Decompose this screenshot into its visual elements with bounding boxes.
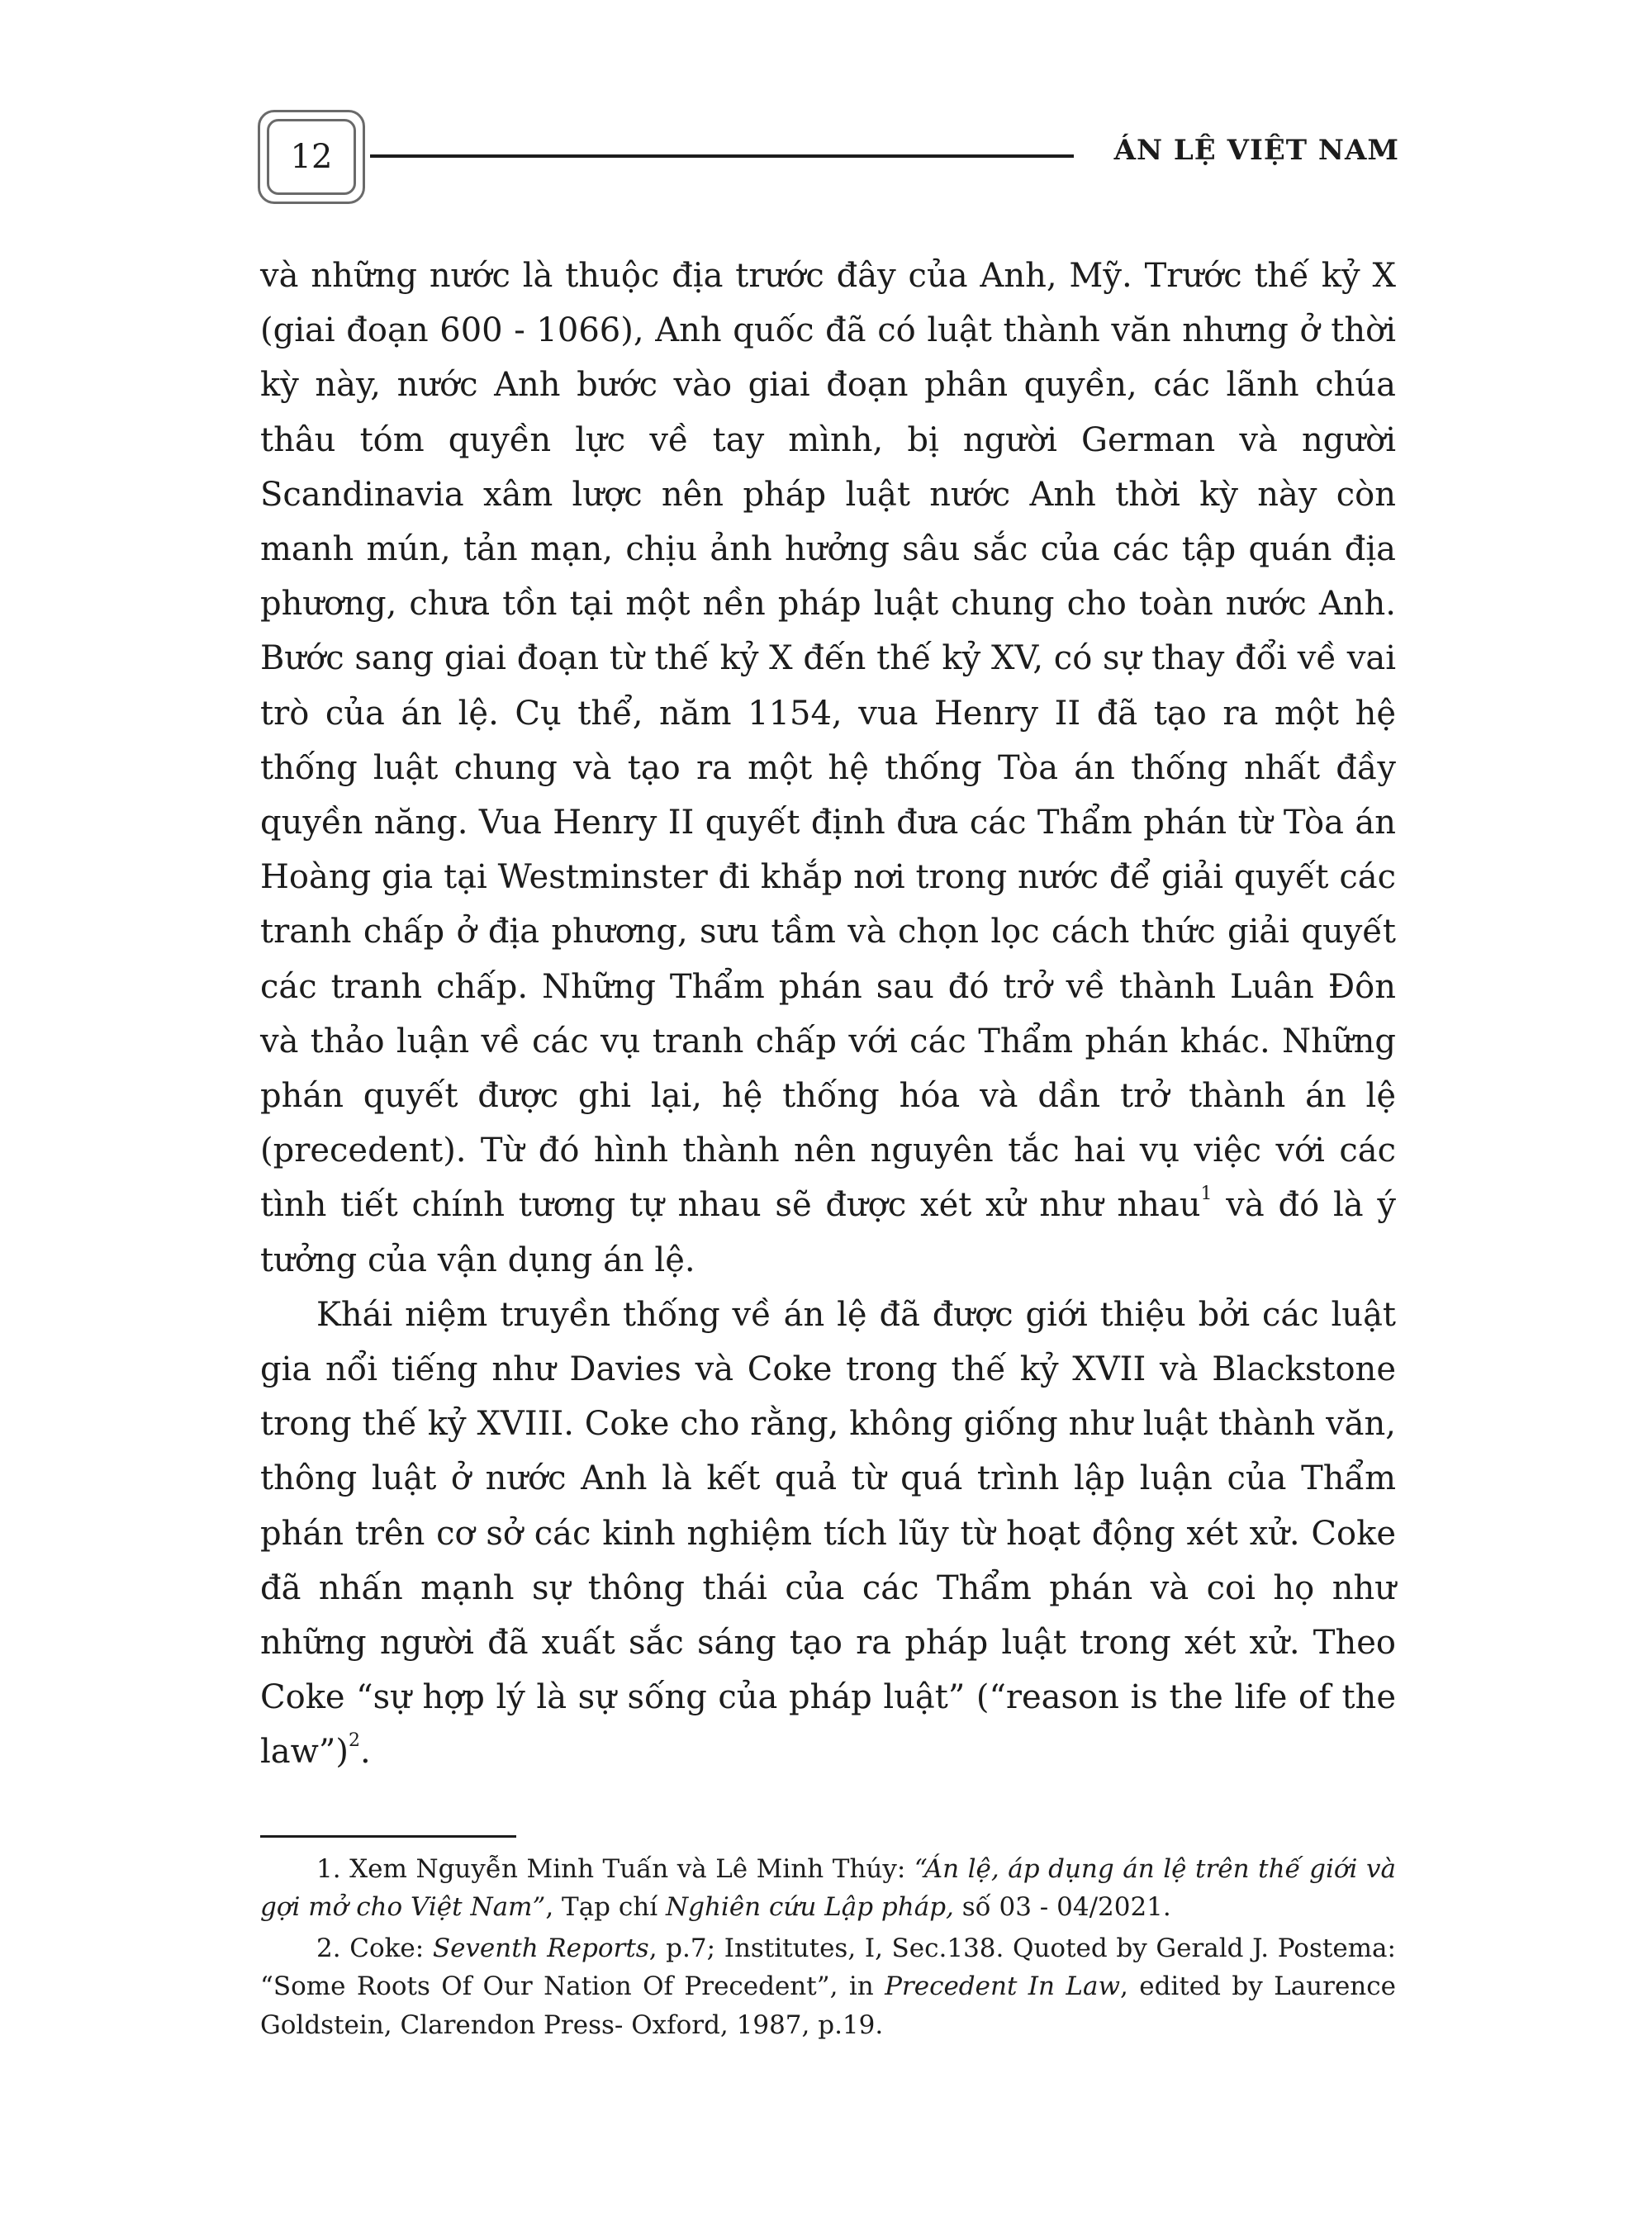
header-rule: [370, 154, 1074, 158]
footnote-2-book: Precedent In Law: [885, 1971, 1120, 2002]
footnote-2-work: Seventh Reports: [432, 1933, 649, 1963]
footnote-1-suffix: số 03 - 04/2021.: [953, 1892, 1171, 1923]
footnote-2-suffix: , edited by Laurence Goldstein, Clarendon Press- Oxford, 1987, p.19.: [260, 1971, 1396, 2040]
page-number-frame: [258, 110, 365, 204]
footnote-1-middle: , Tạp chí: [545, 1892, 666, 1923]
paragraph-1: [260, 249, 1396, 1288]
page-number: 12: [290, 138, 333, 176]
footnote-separator: [260, 1835, 516, 1838]
footnote-2: [260, 1929, 1396, 2044]
footnote-reference-1: 1: [1200, 1184, 1213, 1205]
footnotes: [260, 1850, 1396, 2044]
footnote-1: [260, 1850, 1396, 1927]
body-text: [260, 249, 1396, 1780]
paragraph-2: [260, 1288, 1396, 1780]
paragraph-2-text: Khái niệm truyền thống về án lệ đã được giới thiệu bởi các luật gia nổi tiếng như Davies và Coke trong thế kỷ XVII và Blackstone trong thế kỷ XVIII. Coke cho rằng, không giống như luật thành văn, thông luật ở nước Anh là kết quả từ quá trình lập luận của Thẩm phán trên cơ sở các kinh nghiệm tích lũy từ hoạt động xét xử. Coke đã nhấn mạnh sự thông thái của các Thẩm phán và coi họ như những người đã xuất sắc sáng tạo ra pháp luật trong xét xử. Theo Coke “sự hợp lý là sự sống của pháp luật” (“reason is the life of the law”): [260, 1295, 1396, 1772]
footnote-1-journal: Nghiên cứu Lập pháp,: [665, 1892, 954, 1923]
paragraph-2-tail: .: [359, 1733, 371, 1772]
paragraph-1-tail: và đó là ý tưởng của vận dụng án lệ.: [260, 1186, 1396, 1279]
footnote-1-title: “Án lệ, áp dụng án lệ trên thế giới và gợi mở cho Việt Nam”: [260, 1854, 1396, 1923]
running-title: ÁN LỆ VIỆT NAM: [1113, 134, 1399, 167]
footnote-2-prefix: 2. Coke:: [316, 1933, 433, 1963]
paragraph-1-text: và những nước là thuộc địa trước đây của Anh, Mỹ. Trước thế kỷ X (giai đoạn 600 - 1066), Anh quốc đã có luật thành văn nhưng ở thời kỳ này, nước Anh bước vào giai đoạn phân quyền, các lãnh chúa thâu tóm quyền lực về tay mình, bị người German và người Scandinavia xâm lược nên pháp luật nước Anh thời kỳ này còn manh mún, tản mạn, chịu ảnh hưởng sâu sắc của các tập quán địa phương, chưa tồn tại một nền pháp luật chung cho toàn nước Anh. Bước sang giai đoạn từ thế kỷ X đến thế kỷ XV, có sự thay đổi về vai trò của án lệ. Cụ thể, năm 1154, vua Henry II đã tạo ra một hệ thống luật chung và tạo ra một hệ thống Tòa án thống nhất đầy quyền năng. Vua Henry II quyết định đưa các Thẩm phán từ Tòa án Hoàng gia tại Westminster đi khắp nơi trong nước để giải quyết các tranh chấp ở địa phương, sưu tầm và chọn lọc cách thức giải quyết các tranh chấp. Những Thẩm phán sau đó trở về thành Luân Đôn và thảo luận về các vụ tranh chấp với các Thẩm phán khác. Những phán quyết được ghi lại, hệ thống hóa và dần trở thành án lệ (precedent). Từ đó hình thành nên nguyên tắc hai vụ việc với các tình tiết chính tương tự nhau sẽ được xét xử như nhau: [260, 257, 1396, 1225]
footnote-2-middle: , p.7; Institutes, I, Sec.138. Quoted by Gerald J. Postema: “Some Roots Of Our Nation Of Precedent”, in: [260, 1933, 1396, 2002]
footnote-1-prefix: 1. Xem Nguyễn Minh Tuấn và Lê Minh Thúy:: [316, 1854, 914, 1884]
footnote-reference-2: 2: [348, 1730, 360, 1752]
